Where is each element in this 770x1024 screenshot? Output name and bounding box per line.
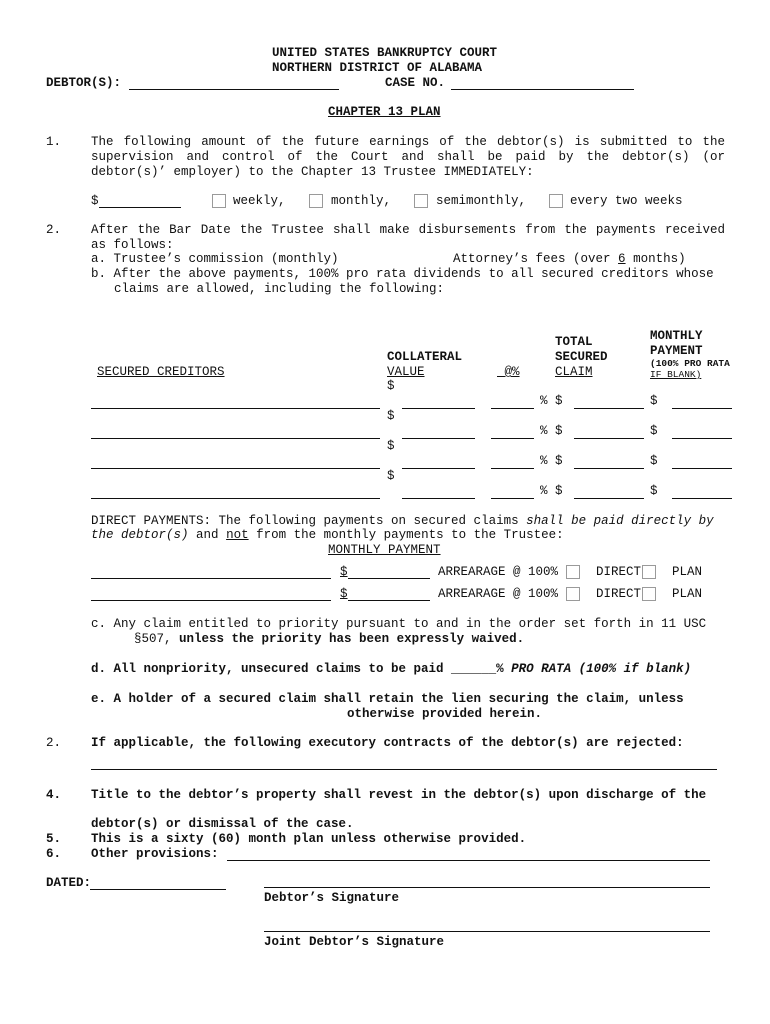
court-name: UNITED STATES BANKRUPTCY COURT: [272, 46, 498, 60]
direct-payments-not: not: [226, 528, 249, 542]
direct-payment-amount-field[interactable]: [348, 600, 430, 601]
direct-checkbox[interactable]: [642, 565, 656, 579]
creditor-name-field[interactable]: [91, 408, 380, 409]
plan-label: PLAN: [672, 565, 703, 579]
percent-dollar: % $: [540, 454, 563, 468]
monthly-label: monthly,: [331, 194, 392, 208]
monthly-checkbox[interactable]: [309, 194, 323, 208]
direct-payments-line-2: the debtor(s) and not from the monthly payments to the Trustee:: [91, 528, 564, 542]
monthly-dollar: $: [650, 424, 658, 438]
joint-debtor-signature-label: Joint Debtor’s Signature: [264, 935, 445, 949]
section-2-line-2: as follows:: [91, 238, 174, 252]
section-6-number: 6.: [46, 847, 62, 861]
direct-creditor-field[interactable]: [91, 600, 331, 601]
total-claim-field[interactable]: [574, 468, 644, 469]
direct-payment-dollar: $: [340, 587, 348, 601]
trustee-commission-text: a. Trustee’s commission (monthly): [91, 252, 339, 266]
collateral-dollar: $: [387, 379, 395, 393]
direct-payments-intro: DIRECT PAYMENTS: The following payments on secured claims: [91, 514, 519, 528]
attorney-fees-suffix: months): [633, 252, 686, 266]
every-two-weeks-checkbox[interactable]: [549, 194, 563, 208]
dated-field[interactable]: [90, 889, 226, 890]
collateral-value-field[interactable]: [402, 468, 475, 469]
section-2-line-1: After the Bar Date the Trustee shall make disbursements from the payments received: [91, 223, 725, 237]
direct-label: DIRECT: [596, 587, 642, 601]
collateral-value-field[interactable]: [402, 498, 475, 499]
monthly-dollar: $: [650, 454, 658, 468]
joint-debtor-signature-field[interactable]: [264, 931, 710, 932]
interest-rate-field[interactable]: [491, 468, 534, 469]
payment-amount-field[interactable]: [99, 207, 181, 208]
collateral-value-field[interactable]: [402, 408, 475, 409]
arrearage-checkbox[interactable]: [566, 565, 580, 579]
monthly-payment-header-3: (100% PRO RATA: [650, 358, 730, 369]
collateral-dollar: $: [387, 439, 395, 453]
debtor-label: DEBTOR(S):: [46, 76, 122, 90]
secured-creditors-header: SECURED CREDITORS: [97, 365, 225, 379]
creditor-name-field[interactable]: [91, 468, 380, 469]
weekly-checkbox[interactable]: [212, 194, 226, 208]
debtor-signature-label: Debtor’s Signature: [264, 891, 400, 905]
monthly-payment-field[interactable]: [672, 498, 732, 499]
case-number-label: CASE NO.: [385, 76, 446, 90]
priority-waiver-text: unless the priority has been expressly waived.: [179, 632, 525, 646]
monthly-payment-header-4: IF BLANK): [650, 369, 702, 380]
creditor-name-field[interactable]: [91, 498, 380, 499]
total-header-3: CLAIM: [555, 365, 593, 379]
interest-rate-field[interactable]: [491, 408, 534, 409]
secured-lien-line-2: otherwise provided herein.: [347, 707, 543, 721]
attorney-fees-months: 6: [618, 252, 626, 266]
nonpriority-claims-text: d. All nonpriority, unsecured claims to be paid ______% PRO RATA (100% if blank): [91, 662, 692, 676]
collateral-dollar: $: [387, 469, 395, 483]
section-1-number: 1.: [46, 135, 62, 149]
executory-contracts-field[interactable]: [91, 769, 717, 770]
section-4-number: 4.: [46, 788, 62, 802]
percent-dollar: % $: [540, 394, 563, 408]
section-4-line-2: debtor(s) or dismissal of the case.: [91, 817, 354, 831]
monthly-payment-header-2: PAYMENT: [650, 344, 703, 358]
monthly-payment-header-1: MONTHLY: [650, 329, 703, 343]
attorney-fees-text: [453, 252, 686, 267]
monthly-payment-field[interactable]: [672, 468, 732, 469]
secured-dividends-line-1: b. After the above payments, 100% pro rata dividends to all secured creditors whose: [91, 267, 714, 281]
direct-creditor-field[interactable]: [91, 578, 331, 579]
monthly-payment-field[interactable]: [672, 438, 732, 439]
collateral-header-2: VALUE: [387, 365, 425, 379]
percent-dollar: % $: [540, 424, 563, 438]
priority-claims-line-2: §507, unless the priority has been expressly waived.: [134, 632, 525, 646]
total-header-1: TOTAL: [555, 335, 593, 349]
district-name: NORTHERN DISTRICT OF ALABAMA: [272, 61, 483, 75]
direct-payments-line-1: [91, 514, 714, 529]
section-5-text: This is a sixty (60) month plan unless otherwise provided.: [91, 832, 527, 846]
secured-lien-line-1: e. A holder of a secured claim shall retain the lien securing the claim, unless: [91, 692, 684, 706]
monthly-dollar: $: [650, 394, 658, 408]
semimonthly-label: semimonthly,: [436, 194, 527, 208]
pro-rata-text: PRO RATA (100% if blank): [511, 662, 692, 676]
debtor-name-field[interactable]: [129, 89, 339, 90]
section-1-line-2: supervision and control of the Court and shall be paid by the debtor(s) (or: [91, 150, 725, 164]
direct-payments-debtor: the debtor(s): [91, 528, 189, 542]
total-claim-field[interactable]: [574, 498, 644, 499]
collateral-header-1: COLLATERAL: [387, 350, 463, 364]
arrearage-label: ARREARAGE @ 100%: [438, 587, 559, 601]
priority-claims-line-1: c. Any claim entitled to priority pursuant to and in the order set forth in 11 USC: [91, 617, 707, 631]
dated-label: DATED:: [46, 876, 92, 890]
secured-dividends-line-2: claims are allowed, including the following:: [114, 282, 445, 296]
total-header-2: SECURED: [555, 350, 608, 364]
direct-payment-dollar: $: [340, 565, 348, 579]
payment-amount-prefix: $: [91, 194, 99, 208]
semimonthly-checkbox[interactable]: [414, 194, 428, 208]
interest-rate-field[interactable]: [491, 438, 534, 439]
plan-label: PLAN: [672, 587, 703, 601]
section-4-line-1: Title to the debtor’s property shall revest in the debtor(s) upon discharge of the: [91, 788, 707, 802]
section-2-number: 2.: [46, 223, 62, 237]
percent-dollar: % $: [540, 484, 563, 498]
direct-checkbox[interactable]: [642, 587, 656, 601]
interest-rate-header: @%: [504, 365, 520, 379]
collateral-dollar: $: [387, 409, 395, 423]
creditor-name-field[interactable]: [91, 438, 380, 439]
section-5-number: 5.: [46, 832, 62, 846]
executory-contracts-text: If applicable, the following executory contracts of the debtor(s) are rejected:: [91, 736, 684, 750]
arrearage-checkbox[interactable]: [566, 587, 580, 601]
direct-payment-amount-field[interactable]: [348, 578, 430, 579]
section-1-line-1: The following amount of the future earnings of the debtor(s) is submitted to the: [91, 135, 725, 149]
every-two-weeks-label: every two weeks: [570, 194, 683, 208]
debtor-signature-field[interactable]: [264, 887, 710, 888]
executory-section-number: 2.: [46, 736, 62, 750]
arrearage-label: ARREARAGE @ 100%: [438, 565, 559, 579]
attorney-fees-prefix: Attorney’s fees (over: [453, 252, 611, 266]
monthly-dollar: $: [650, 484, 658, 498]
weekly-label: weekly,: [233, 194, 286, 208]
total-claim-field[interactable]: [574, 438, 644, 439]
direct-label: DIRECT: [596, 565, 642, 579]
case-number-field[interactable]: [451, 89, 634, 90]
section-6-text: Other provisions:: [91, 847, 219, 861]
other-provisions-field[interactable]: [227, 860, 710, 861]
total-claim-field[interactable]: [574, 408, 644, 409]
direct-payments-emphasis: shall be paid directly by: [526, 514, 714, 528]
monthly-payment-column-label: MONTHLY PAYMENT: [328, 543, 441, 557]
monthly-payment-field[interactable]: [672, 408, 732, 409]
page-title: CHAPTER 13 PLAN: [328, 105, 441, 119]
collateral-value-field[interactable]: [402, 438, 475, 439]
section-1-line-3: debtor(s)’ employer) to the Chapter 13 Trustee IMMEDIATELY:: [91, 165, 534, 179]
interest-rate-field[interactable]: [491, 498, 534, 499]
